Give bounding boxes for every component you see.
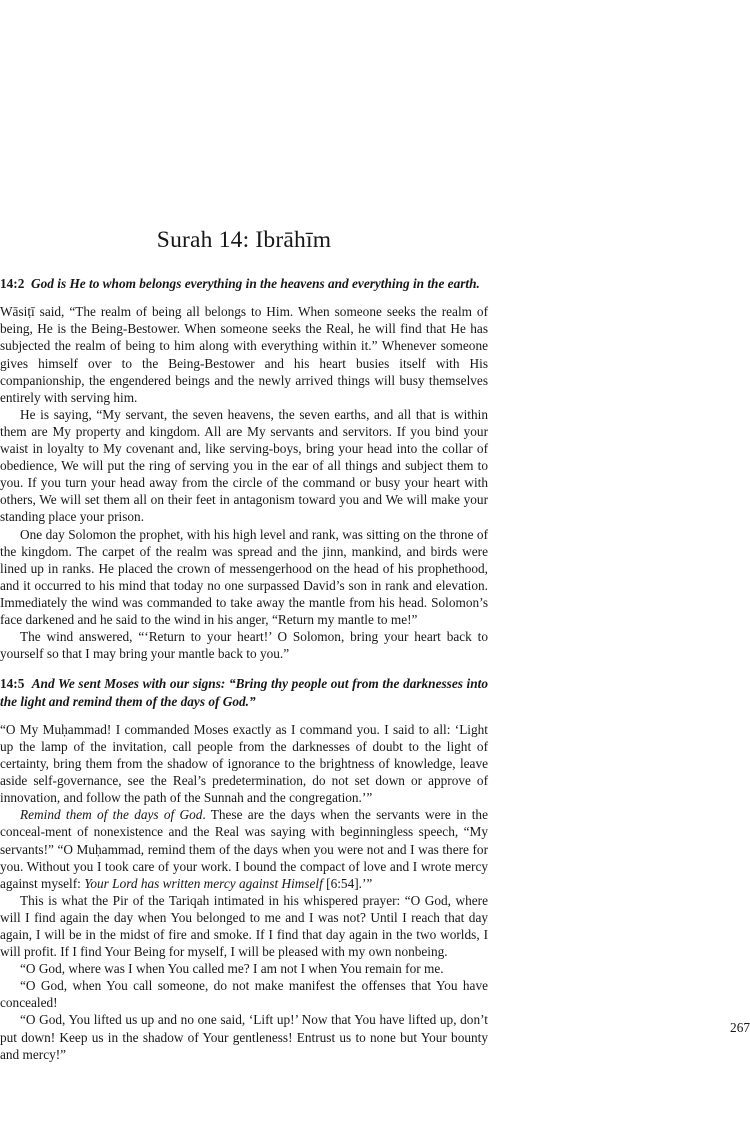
- verse-text: God is He to whom belongs everything in the heavens and everything in the earth.: [31, 276, 480, 291]
- verse-text: And We sent Moses with our signs: “Bring thy people out from the darknesses into the light and remind them of the days of God.”: [0, 676, 488, 709]
- paragraph: This is what the Pir of the Tariqah intimated in his whispered prayer: “O God, where will I find again the day when You belonged to me and I was not? Until I reach that day again, I will be in the midst of fire and smoke. If I find that day again in the two worlds, I will profit. If I find Your Being for myself, I will be pleased with my own nonbeing.: [0, 892, 488, 960]
- paragraph: He is saying, “My servant, the seven heavens, the seven earths, and all that is within them are My property and kingdom. All are My servants and servitors. If you bind your waist in loyalty to My covenant and, like serving-boys, bring your head into the collar of obedience, We will put the ring of serving you in the ear of all things and subject them to you. If you turn your head away from the circle of the command or busy your heart with others, We will set them all on their feet in antagonism toward you and We will make your standing place your prison.: [0, 406, 488, 525]
- paragraph: “O God, where was I when You called me? I am not I when You remain for me.: [20, 961, 444, 977]
- verse-number: 14:2: [0, 276, 25, 291]
- verse-number: 14:5: [0, 676, 25, 692]
- page-title: Surah 14: Ibrāhīm: [156, 227, 332, 253]
- paragraph: Wāsiṭī said, “The realm of being all belongs to Him. When someone seeks the realm of being, He is the Being-Bestower. When someone seeks the Real, he will find that He has subjected the realm of being to him along with everything within it.” Whenever someone gives himself over to the Being-Bestower and his heart busies itself with His companionship, the engendered beings and the newly arrived things will busy themselves entirely with serving him.: [0, 304, 488, 405]
- verse-heading-14-2: [0, 275, 488, 292]
- paragraph: “O My Muḥammad! I commanded Moses exactly as I command you. I said to all: ‘Light up the lamp of the invitation, call people from the darknesses of doubt to the light of certainty, bring them from the shadow of ignorance to the brightness of knowledge, leave aside self-governance, see the Real’s predetermination, do not set down or approve of innovation, and follow the path of the Sunnah and the congregation.’”: [0, 721, 488, 806]
- paragraph: “O God, You lifted us up and no one said, ‘Lift up!’ Now that You have lifted up, don’t put down! Keep us in the shadow of Your gentleness! Entrust us to none but Your bounty and mercy!”: [0, 1012, 488, 1062]
- page-body: [0, 275, 488, 1063]
- paragraph: “O God, when You call someone, do not make manifest the offenses that You have concealed!: [0, 978, 488, 1011]
- page-number: 267: [730, 1020, 750, 1035]
- paragraph: One day Solomon the prophet, with his high level and rank, was sitting on the throne of the kingdom. The carpet of the realm was spread and the jinn, mankind, and birds were lined up in ranks. He placed the crown of messengerhood on the head of his prophethood, and it occurred to his mind that today no one surpassed David’s son in rank and elevation. Immediately the wind was commanded to take away the mantle from his head. Solomon’s face darkened and he said to the wind in his anger, “Return my mantle to me!”: [0, 526, 488, 627]
- verse-heading-14-5: [0, 675, 488, 710]
- paragraph: The wind answered, “‘Return to your heart!’ O Solomon, bring your heart back to yourself so that I may bring your mantle back to you.”: [0, 629, 488, 662]
- paragraph-mixed: Remind them of the days of God. These are the days when the servants were in the conceal-ment of nonexistence and the Real was saying with beginningless speech, “My servants!” “O Muḥammad, remind them of the days when you were not and I was there for you. Without you I took care of your work. I bound the compact of love and I wrote mercy against myself: Your Lord has written mercy against Himself [6:54].’”: [0, 807, 488, 891]
